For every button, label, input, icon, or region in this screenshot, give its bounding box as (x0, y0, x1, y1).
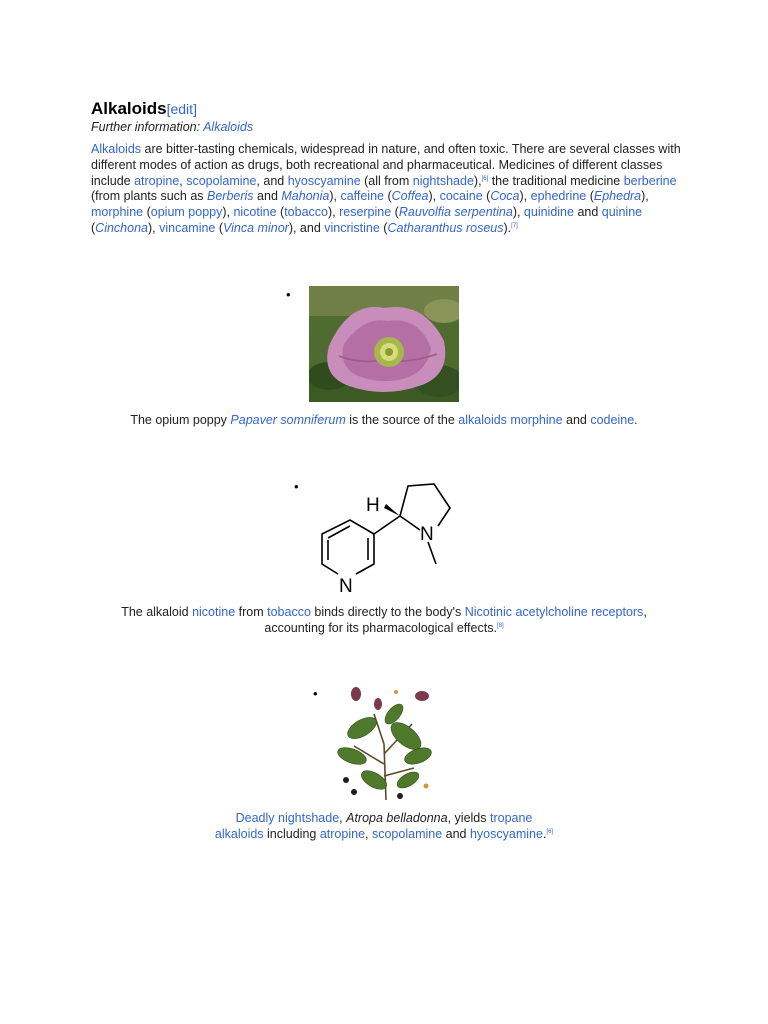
text: and (253, 189, 282, 204)
link-tropane[interactable]: tropane (489, 811, 533, 825)
text: , (365, 826, 372, 841)
text: ( (91, 220, 96, 235)
link-codeine[interactable]: codeine (590, 413, 635, 427)
deadly-nightshade-caption (0, 811, 768, 843)
gallery-bullet: • (286, 287, 291, 302)
atom-label-n-pyridine: N (339, 576, 353, 596)
reference-6-caption[interactable]: [6] (546, 828, 554, 835)
link-coffea[interactable]: Coffea (391, 189, 429, 204)
edit-section-link[interactable]: edit (170, 101, 194, 117)
link-hyoscyamine[interactable]: hyoscyamine (287, 173, 361, 188)
further-information-note (91, 119, 253, 135)
text: ( (586, 189, 594, 204)
text: is the source of the (345, 413, 459, 427)
text: (from plants such as (91, 189, 208, 204)
nicotine-structure-image[interactable] (312, 478, 460, 596)
reference-7[interactable]: [7] (511, 222, 518, 229)
gallery-bullet: • (294, 479, 299, 494)
text: , (643, 605, 647, 619)
link-quinidine[interactable]: quinidine (523, 205, 574, 220)
text: ), (641, 189, 649, 204)
text: , yields (447, 811, 490, 825)
text: from (235, 605, 268, 619)
link-reserpine[interactable]: reserpine (339, 205, 392, 220)
text: ), (428, 189, 440, 204)
link-nightshade[interactable]: nightshade (412, 173, 474, 188)
text: accounting for its pharmacological effects. (264, 620, 497, 635)
link-vincristine[interactable]: vincristine (324, 220, 380, 235)
link-nicotine-caption[interactable]: nicotine (192, 605, 236, 619)
link-papaver-somniferum[interactable]: Papaver somniferum (230, 413, 346, 427)
text: including (263, 826, 320, 841)
text: . (542, 826, 547, 841)
reference-6[interactable]: [6] (481, 175, 489, 182)
link-rauvolfia-serpentina[interactable]: Rauvolfia serpentina (398, 205, 513, 220)
link-hyoscyamine-caption[interactable]: hyoscyamine (469, 826, 543, 841)
text: the traditional medicine (488, 173, 624, 188)
further-information-link[interactable]: Alkaloids (203, 120, 254, 134)
link-atropine[interactable]: atropine (134, 173, 180, 188)
opium-poppy-illustration (309, 286, 459, 402)
link-cocaine[interactable]: cocaine (439, 189, 483, 204)
link-cinchona[interactable]: Cinchona (95, 220, 148, 235)
opium-poppy-caption (0, 413, 768, 429)
link-vinca-minor[interactable]: Vinca minor (223, 220, 289, 235)
text: , (339, 811, 347, 825)
text: and (573, 205, 602, 220)
link-caffeine[interactable]: caffeine (340, 189, 384, 204)
text: ( (215, 220, 224, 235)
link-mahonia[interactable]: Mahonia (281, 189, 330, 204)
text: , (179, 173, 187, 188)
atom-label-n-pyrrolidine: N (420, 524, 434, 545)
deadly-nightshade-illustration (334, 684, 436, 802)
text: ( (143, 205, 151, 220)
text: ( (391, 205, 399, 220)
link-berberis[interactable]: Berberis (207, 189, 254, 204)
intro-paragraph (91, 142, 681, 237)
text: ), and (288, 220, 325, 235)
link-tobacco-caption[interactable]: tobacco (267, 605, 311, 619)
reference-8[interactable]: [8] (496, 622, 504, 629)
link-nicotinic-acetylcholine-receptors[interactable]: Nicotinic acetylcholine receptors (464, 605, 644, 619)
nicotine-caption (0, 605, 768, 637)
link-morphine-caption[interactable]: morphine (510, 413, 563, 427)
text: ), (519, 189, 531, 204)
atom-label-h: H (366, 495, 380, 516)
edit-bracket-close: ] (193, 101, 197, 117)
further-information-label: Further information: (91, 120, 204, 134)
link-atropine-caption[interactable]: atropine (319, 826, 366, 841)
link-tobacco[interactable]: tobacco (284, 205, 328, 220)
text: ), (473, 173, 482, 188)
link-nicotine[interactable]: nicotine (233, 205, 277, 220)
section-heading (91, 98, 197, 120)
text: ), (512, 205, 524, 220)
section-title: Alkaloids (91, 99, 167, 118)
link-ephedra[interactable]: Ephedra (593, 189, 642, 204)
text: ), (327, 205, 340, 220)
text: ), (222, 205, 234, 220)
link-opium-poppy[interactable]: opium poppy (150, 205, 223, 220)
text: ( (379, 220, 388, 235)
species-name-italic: Atropa belladonna (346, 811, 448, 825)
text: , and (256, 173, 288, 188)
nicotine-structure-diagram (312, 478, 460, 596)
text: ). (503, 220, 512, 235)
link-quinine[interactable]: quinine (601, 205, 643, 220)
gallery-bullet: • (313, 686, 318, 701)
link-alkaloids[interactable]: Alkaloids (91, 142, 142, 156)
text: and (562, 413, 591, 427)
link-scopolamine[interactable]: scopolamine (186, 173, 257, 188)
link-catharanthus-roseus[interactable]: Catharanthus roseus (387, 220, 504, 235)
link-deadly-nightshade[interactable]: Deadly nightshade (235, 811, 340, 825)
text: . (634, 413, 638, 427)
text: ), (148, 220, 160, 235)
text: ( (482, 189, 491, 204)
text: The opium poppy (130, 413, 231, 427)
text: binds directly to the body's (310, 605, 465, 619)
text: ), (329, 189, 341, 204)
text: and (442, 826, 470, 841)
edit-section-link-wrapper (167, 101, 197, 117)
link-alkaloids-caption-2[interactable]: alkaloids (214, 826, 264, 841)
text: The alkaloid (121, 605, 193, 619)
text: ( (276, 205, 285, 220)
link-scopolamine-caption[interactable]: scopolamine (371, 826, 443, 841)
link-ephedrine[interactable]: ephedrine (530, 189, 587, 204)
text: ( (384, 189, 392, 204)
link-alkaloids-caption[interactable]: alkaloids (458, 413, 507, 427)
link-berberine[interactable]: berberine (623, 173, 677, 188)
edit-bracket-open: [ (166, 101, 171, 117)
link-coca[interactable]: Coca (490, 189, 520, 204)
text: are bitter-tasting chemicals, widespread in nature, and often toxic. There are several classes with different modes of action as drugs, both recreational and pharmaceutical. Medicines of different classes include (91, 142, 681, 188)
link-morphine[interactable]: morphine (91, 205, 144, 220)
deadly-nightshade-image[interactable] (334, 684, 436, 802)
text: (all from (360, 173, 413, 188)
link-vincamine[interactable]: vincamine (159, 220, 216, 235)
opium-poppy-image[interactable] (309, 286, 459, 402)
